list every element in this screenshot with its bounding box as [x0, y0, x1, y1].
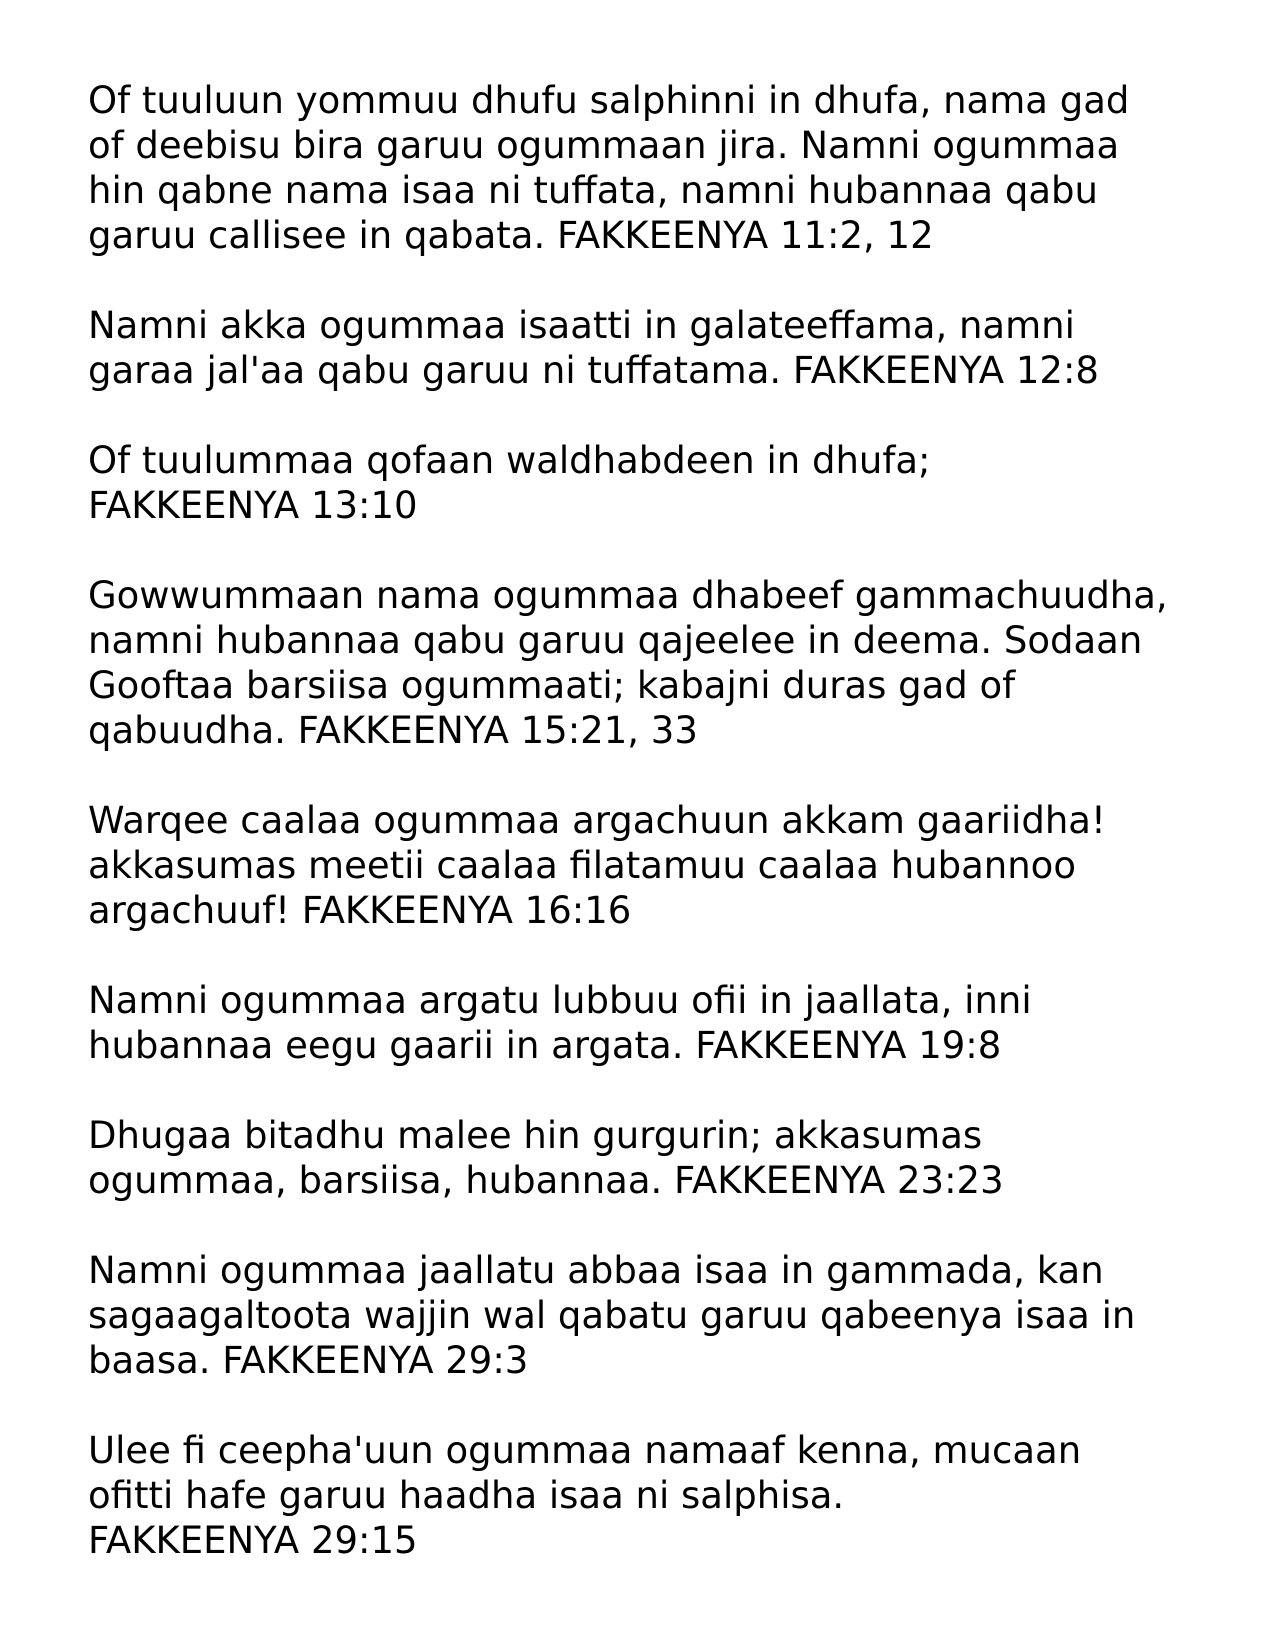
passage-8 — [88, 1248, 1218, 1383]
passage-line: Dhugaa bitadhu malee hin gurgurin; akkasumas — [88, 1114, 983, 1157]
passage-6 — [88, 978, 1218, 1068]
passage-line: FAKKEENYA 29:15 — [88, 1519, 418, 1562]
passage-line: Namni akka ogummaa isaatti in galateeffama, namni — [88, 304, 1075, 347]
passage-line: Namni ogummaa argatu lubbuu ofii in jaallata, inni — [88, 979, 1032, 1022]
passage-line: garuu callisee in qabata. FAKKEENYA 11:2, 12 — [88, 214, 934, 257]
passage-line: Gowwummaan nama ogummaa dhabeef gammachuudha, — [88, 574, 1168, 617]
passage-1 — [88, 78, 1218, 258]
passage-line: baasa. FAKKEENYA 29:3 — [88, 1339, 529, 1382]
passage-3 — [88, 438, 1218, 528]
passage-line: Of tuuluun yommuu dhufu salphinni in dhufa, nama gad — [88, 79, 1130, 122]
passage-line: Of tuulummaa qofaan waldhabdeen in dhufa; — [88, 439, 931, 482]
document-page — [88, 78, 1218, 1608]
passage-9 — [88, 1428, 1218, 1563]
passage-line: argachuuf! FAKKEENYA 16:16 — [88, 889, 632, 932]
passage-line: sagaagaltoota wajjin wal qabatu garuu qabeenya isaa in — [88, 1294, 1136, 1337]
passage-line: qabuudha. FAKKEENYA 15:21, 33 — [88, 709, 698, 752]
passage-line: hubannaa eegu gaarii in argata. FAKKEENYA 19:8 — [88, 1024, 1002, 1067]
passage-line: namni hubannaa qabu garuu qajeelee in deema. Sodaan — [88, 619, 1143, 662]
passage-line: hin qabne nama isaa ni tuffata, namni hubannaa qabu — [88, 169, 1098, 212]
passage-2 — [88, 303, 1218, 393]
passage-line: Gooftaa barsiisa ogummaati; kabajni duras gad of — [88, 664, 1016, 707]
passage-4 — [88, 573, 1218, 753]
passage-line: FAKKEENYA 13:10 — [88, 484, 418, 527]
passage-line: Warqee caalaa ogummaa argachuun akkam gaariidha! — [88, 799, 1106, 842]
passage-7 — [88, 1113, 1218, 1203]
passage-5 — [88, 798, 1218, 933]
passage-line: of deebisu bira garuu ogummaan jira. Namni ogummaa — [88, 124, 1120, 167]
passage-line: garaa jal'aa qabu garuu ni tuffatama. FAKKEENYA 12:8 — [88, 349, 1099, 392]
passage-line: Namni ogummaa jaallatu abbaa isaa in gammada, kan — [88, 1249, 1104, 1292]
passage-line: akkasumas meetii caalaa filatamuu caalaa hubannoo — [88, 844, 1076, 887]
passage-line: Ulee fi ceepha'uun ogummaa namaaf kenna, mucaan — [88, 1429, 1082, 1472]
passage-line: ofitti hafe garuu haadha isaa ni salphisa. — [88, 1474, 845, 1517]
passage-line: ogummaa, barsiisa, hubannaa. FAKKEENYA 23:23 — [88, 1159, 1004, 1202]
